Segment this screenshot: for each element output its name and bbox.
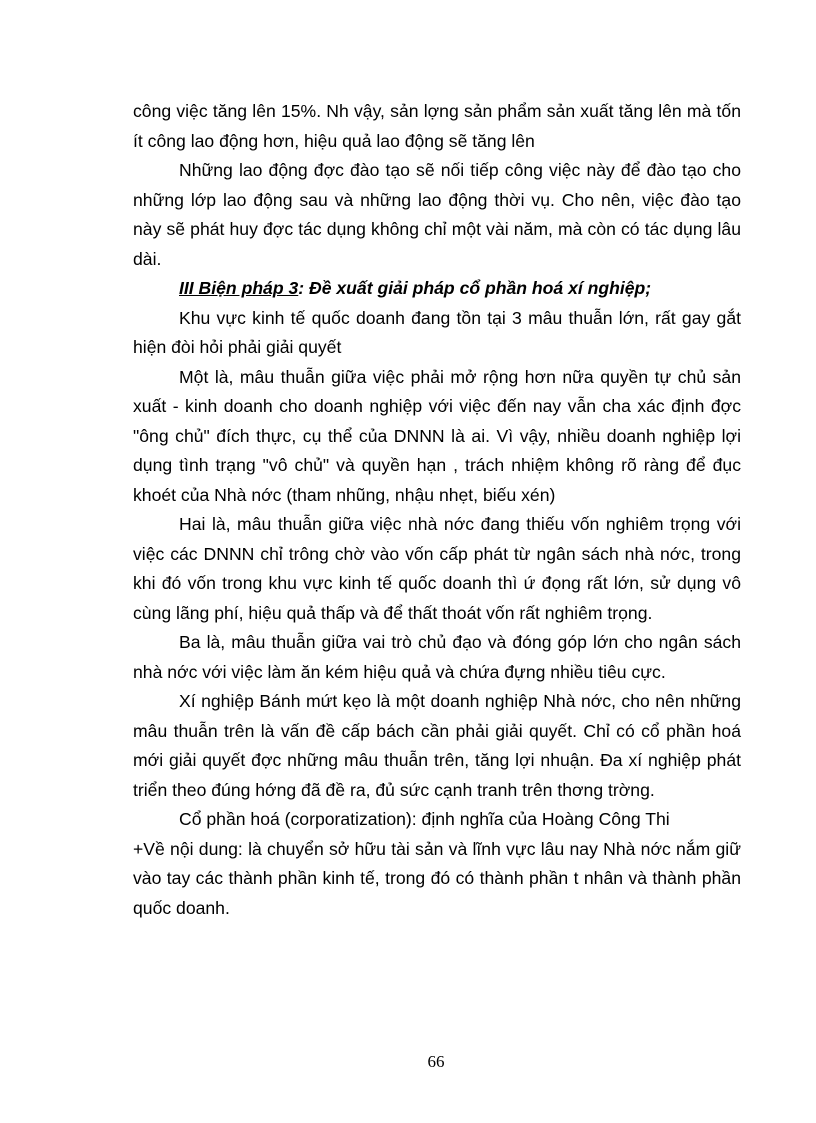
- paragraph-training: Những lao động đợc đào tạo sẽ nối tiếp công việc này để đào tạo cho những lớp lao động sau và những lao động thời vụ. Cho nên, việc đào tạo này sẽ phát huy đợc tác dụng không chỉ một vài năm, mà còn có tác dụng lâu dài.: [133, 160, 741, 269]
- section-heading-number: III Biện pháp 3: [179, 278, 299, 298]
- paragraph-contradictions-intro: Khu vực kinh tế quốc doanh đang tồn tại 3 mâu thuẫn lớn, rất gay gắt hiện đòi hỏi phải giải quyết: [133, 307, 741, 357]
- document-page: [133, 97, 741, 923]
- paragraph-content: +Về nội dung: là chuyển sở hữu tài sản và lĩnh vực lâu nay Nhà nớc nắm giữ vào tay các thành phần kinh tế, trong đó có thành phần t nhân và thành phần quốc doanh.: [133, 838, 741, 918]
- paragraph-second-contradiction: Hai là, mâu thuẫn giữa việc nhà nớc đang thiếu vốn nghiêm trọng với việc các DNNN chỉ trông chờ vào vốn cấp phát từ ngân sách nhà nớc, trong khi đó vốn trong khu vực kinh tế quốc doanh thì ứ đọng rất lớn, sử dụng vô cùng lãng phí, hiệu quả thấp và để thất thoát vốn rất nghiêm trọng.: [133, 514, 741, 623]
- paragraph-first-contradiction: Một là, mâu thuẫn giữa việc phải mở rộng hơn nữa quyền tự chủ sản xuất - kinh doanh cho doanh nghiệp với việc đến nay vẫn cha xác định đợc "ông chủ" đích thực, cụ thể của DNNN là ai. Vì vậy, nhiều doanh nghiệp lợi dụng tình trạng "vô chủ" và quyền hạn , trách nhiệm không rõ ràng để đục khoét của Nhà nớc (tham nhũng, nhậu nhẹt, biếu xén): [133, 366, 741, 505]
- section-heading: [133, 274, 741, 304]
- paragraph-continuation: công việc tăng lên 15%. Nh vậy, sản lợng sản phẩm sản xuất tăng lên mà tốn ít công lao động hơn, hiệu quả lao động sẽ tăng lên: [133, 101, 741, 151]
- paragraph-definition: Cổ phần hoá (corporatization): định nghĩa của Hoàng Công Thi: [179, 809, 670, 829]
- page-number: 66: [427, 1052, 445, 1071]
- paragraph-enterprise: Xí nghiệp Bánh mứt kẹo là một doanh nghiệp Nhà nớc, cho nên những mâu thuẫn trên là vấn đề cấp bách cần phải giải quyết. Chỉ có cổ phần hoá mới giải quyết đợc những mâu thuẫn trên, tăng lợi nhuận. Đa xí nghiệp phát triển theo đúng hớng đã đề ra, đủ sức cạnh tranh trên thơng trờng.: [133, 691, 741, 800]
- section-heading-title: : Đề xuất giải pháp cổ phần hoá xí nghiệp;: [298, 278, 652, 298]
- paragraph-third-contradiction: Ba là, mâu thuẫn giữa vai trò chủ đạo và đóng góp lớn cho ngân sách nhà nớc với việc làm ăn kém hiệu quả và chứa đựng nhiều tiêu cực.: [133, 632, 741, 682]
